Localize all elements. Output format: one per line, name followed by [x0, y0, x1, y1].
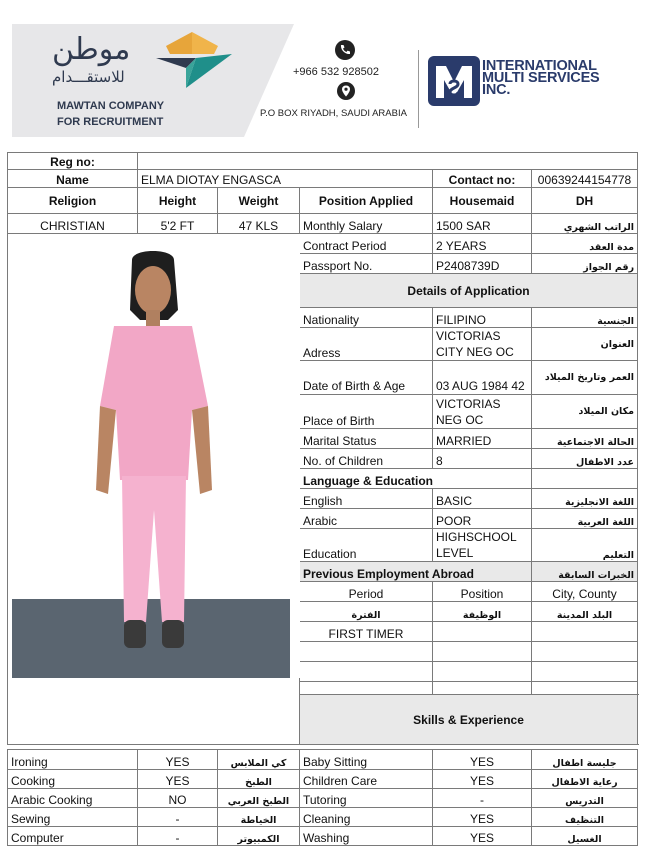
- period-header-ar: الفترة: [300, 602, 433, 622]
- address-value: VICTORIAS CITY NEG OC: [433, 328, 532, 361]
- skill-label-ar: التنظيف: [532, 808, 638, 827]
- salary-label-ar: الراتب الشهري: [532, 214, 638, 234]
- skills-section-title: Skills & Experience: [300, 695, 638, 745]
- phone-icon: [335, 40, 355, 60]
- skill-label: Washing: [300, 827, 433, 846]
- letterhead: [12, 24, 607, 137]
- name-value: ELMA DIOTAY ENGASCA: [138, 170, 433, 188]
- employment-row-blank: [532, 682, 638, 695]
- skill-label-ar: الطبخ: [218, 770, 300, 789]
- skill-label-ar: الطبخ العربي: [218, 789, 300, 808]
- skill-label: Tutoring: [300, 789, 433, 808]
- employment-row-blank: [300, 642, 433, 662]
- skill-value: YES: [138, 770, 218, 789]
- pob-label-ar: مكان الميلاد: [532, 395, 638, 429]
- skill-label-ar: رعاية الاطفال: [532, 770, 638, 789]
- pob-label: Place of Birth: [300, 395, 433, 429]
- passport-label: Passport No.: [300, 254, 433, 274]
- english-value: BASIC: [433, 489, 532, 509]
- phone-number: +966 532 928502: [293, 66, 379, 78]
- employment-row-blank: [532, 662, 638, 682]
- application-form: [7, 152, 638, 846]
- applicant-photo: [8, 234, 300, 678]
- skill-value: -: [433, 789, 532, 808]
- postal-address: P.O BOX RIYADH, SAUDI ARABIA: [260, 108, 407, 119]
- position-value: Housemaid: [433, 188, 532, 214]
- weight-label: Weight: [218, 188, 300, 214]
- height-label: Height: [138, 188, 218, 214]
- location-pin-icon: [337, 82, 355, 102]
- education-label-ar: التعليم: [532, 529, 638, 562]
- skill-value: NO: [138, 789, 218, 808]
- skill-label: Children Care: [300, 770, 433, 789]
- marital-label-ar: الحالة الاجتماعية: [532, 429, 638, 449]
- nationality-label-ar: الجنسية: [532, 308, 638, 328]
- language-section-title: Language & Education: [300, 469, 532, 489]
- logo-arabic-subtitle: للاستقـــدام: [52, 68, 125, 86]
- skill-value: -: [138, 827, 218, 846]
- skill-label-ar: الغسيل: [532, 827, 638, 846]
- children-value: 8: [433, 449, 532, 469]
- salary-label: Monthly Salary: [300, 214, 433, 234]
- salary-value: 1500 SAR: [433, 214, 532, 234]
- nationality-value: FILIPINO: [433, 308, 532, 328]
- arabic-label-ar: اللغة العربية: [532, 509, 638, 529]
- skill-label: Sewing: [8, 808, 138, 827]
- position-header: Position: [433, 582, 532, 602]
- skill-label: Ironing: [8, 750, 138, 770]
- company-name-line2: FOR RECRUITMENT: [57, 116, 164, 128]
- address-label-ar: العنوان: [532, 328, 638, 361]
- city-header: City, County: [532, 582, 638, 602]
- passport-value: P2408739D: [433, 254, 532, 274]
- partner-name-line3: INC.: [482, 82, 511, 98]
- company-name-line1: MAWTAN COMPANY: [57, 100, 165, 112]
- skill-label: Cooking: [8, 770, 138, 789]
- address-label: Adress: [300, 328, 433, 361]
- employment-row-blank: [433, 662, 532, 682]
- employment-row-blank: [300, 682, 433, 695]
- contact-value: 00639244154778: [532, 170, 638, 188]
- employment-row-blank: [300, 662, 433, 682]
- height-value: 5'2 FT: [138, 214, 218, 234]
- pob-value: VICTORIAS NEG OC: [433, 395, 532, 429]
- skill-label-ar: الكمبيوتر: [218, 827, 300, 846]
- children-label: No. of Children: [300, 449, 433, 469]
- language-title-spacer: [532, 469, 638, 489]
- religion-value: CHRISTIAN: [8, 214, 138, 234]
- period-header: Period: [300, 582, 433, 602]
- skill-label: Cleaning: [300, 808, 433, 827]
- skill-label: Computer: [8, 827, 138, 846]
- passport-label-ar: رقم الجواز: [532, 254, 638, 274]
- employment-row-blank: [433, 642, 532, 662]
- skill-value: YES: [433, 827, 532, 846]
- dob-label: Date of Birth & Age: [300, 361, 433, 395]
- skill-value: YES: [433, 750, 532, 770]
- ims-logo-icon: [428, 54, 480, 108]
- name-label: Name: [8, 170, 138, 188]
- weight-value: 47 KLS: [218, 214, 300, 234]
- arabic-value: POOR: [433, 509, 532, 529]
- contract-period-label: Contract Period: [300, 234, 433, 254]
- employment-row-blank: [433, 682, 532, 695]
- partner-name-line1: INTERNATIONAL: [482, 58, 597, 74]
- reg-no-label: Reg no:: [8, 153, 138, 170]
- skill-label-ar: كي الملابس: [218, 750, 300, 770]
- english-label-ar: اللغة الانجليزية: [532, 489, 638, 509]
- employment-entry: FIRST TIMER: [300, 622, 433, 642]
- city-header-ar: البلد المدينة: [532, 602, 638, 622]
- photo-cell: [8, 234, 300, 745]
- education-value: HIGHSCHOOL LEVEL: [433, 529, 532, 562]
- marital-value: MARRIED: [433, 429, 532, 449]
- nationality-label: Nationality: [300, 308, 433, 328]
- partner-name: [482, 60, 600, 96]
- skill-label-ar: جليسة اطفال: [532, 750, 638, 770]
- english-label: English: [300, 489, 433, 509]
- employment-row-blank: [532, 642, 638, 662]
- company-name: [57, 98, 164, 130]
- skill-label-ar: الخياطة: [218, 808, 300, 827]
- skill-value: YES: [433, 808, 532, 827]
- dob-label-ar: العمر وتاريخ الميلاد: [532, 361, 638, 395]
- skill-label: Arabic Cooking: [8, 789, 138, 808]
- employment-entry-position: [433, 622, 532, 642]
- skill-value: YES: [433, 770, 532, 789]
- logo-arabic-title: موطن: [52, 32, 131, 67]
- arabic-label: Arabic: [300, 509, 433, 529]
- details-section-title: Details of Application: [300, 274, 638, 308]
- contract-period-value: 2 YEARS: [433, 234, 532, 254]
- position-label: Position Applied: [300, 188, 433, 214]
- skill-value: YES: [138, 750, 218, 770]
- skill-value: -: [138, 808, 218, 827]
- marital-label: Marital Status: [300, 429, 433, 449]
- employment-section-title: Previous Employment Abroad: [300, 562, 532, 582]
- partner-name-line2: MULTI SERVICES: [482, 70, 600, 86]
- position-code: DH: [532, 188, 638, 214]
- employment-entry-city: [532, 622, 638, 642]
- header-divider: [418, 50, 419, 128]
- skill-label: Baby Sitting: [300, 750, 433, 770]
- religion-label: Religion: [8, 188, 138, 214]
- mawtan-logo-icon: [156, 32, 232, 92]
- contract-period-label-ar: مدة العقد: [532, 234, 638, 254]
- contact-label: Contact no:: [433, 170, 532, 188]
- employment-section-title-ar: الخبرات السابقة: [532, 562, 638, 582]
- position-header-ar: الوظيفة: [433, 602, 532, 622]
- applicant-figure: [92, 250, 216, 670]
- skill-label-ar: التدريس: [532, 789, 638, 808]
- reg-no-value: [138, 153, 638, 170]
- children-label-ar: عدد الاطفال: [532, 449, 638, 469]
- education-label: Education: [300, 529, 433, 562]
- dob-value: 03 AUG 1984 42: [433, 361, 532, 395]
